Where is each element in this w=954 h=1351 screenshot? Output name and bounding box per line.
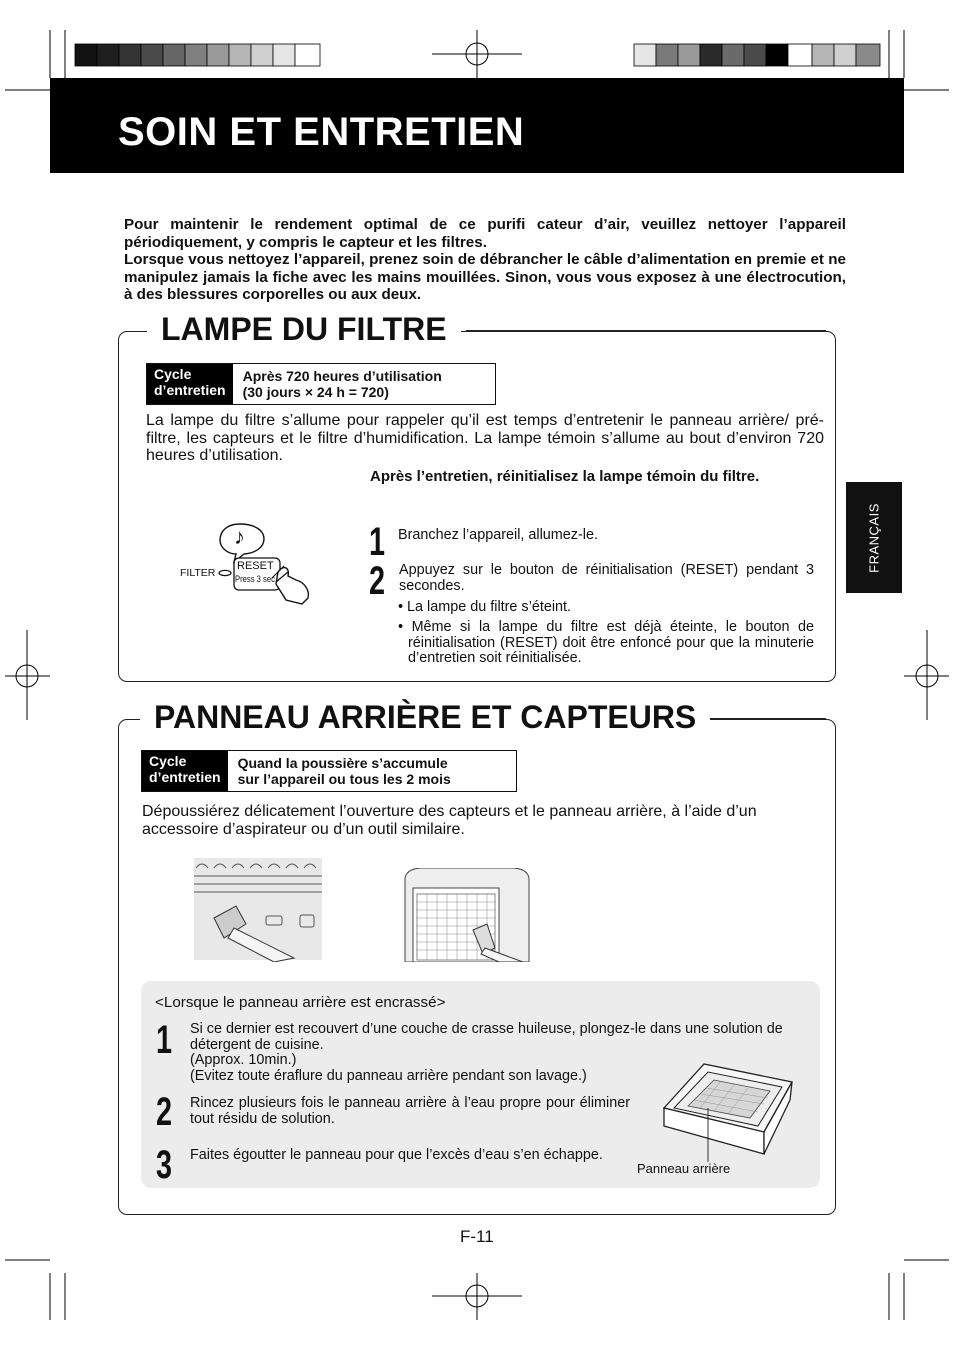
press-label: Press 3 sec. bbox=[235, 574, 278, 584]
cycle-value: Après 720 heures d’utilisation (30 jours × 24 h = 720) bbox=[242, 368, 442, 400]
sensor-vacuum-illustration bbox=[194, 858, 324, 962]
step-text: Branchez l’appareil, allumez-le. bbox=[398, 527, 598, 543]
reset-button-illustration bbox=[178, 520, 318, 610]
step-text: Rincez plusieurs fois le panneau arrière à l’eau propre pour éliminer tout résidu de solution. bbox=[190, 1095, 630, 1127]
bullet-item: • Même si la lampe du filtre est déjà éteinte, le bouton de réinitialisation (RESET) doit être enfoncé pour que la minuterie d’entretien soit réinitialisée. bbox=[398, 619, 814, 666]
bullet-item: • La lampe du filtre s’éteint. bbox=[398, 599, 572, 615]
step-number: 2 bbox=[156, 1090, 173, 1134]
language-tab bbox=[846, 482, 902, 593]
cycle-label: Cycle d’entretien bbox=[142, 751, 228, 791]
filter-lamp-description: La lampe du filtre s’allume pour rappeler qu’il est temps d’entretenir le panneau arrière/ pré-filtre, les capteurs et le filtre d’humidification. La lampe témoin s’allume au bout d’environ 720 heures d’utilisation. bbox=[146, 412, 824, 465]
step-text: Faites égoutter le panneau pour que l’excès d’eau s’en échappe. bbox=[190, 1147, 603, 1163]
section-rule bbox=[710, 718, 826, 720]
step-number: 1 bbox=[156, 1018, 173, 1062]
step-text: Appuyez sur le bouton de réinitialisation (RESET) pendant 3 secondes. bbox=[399, 562, 814, 594]
panel-caption: Panneau arrière bbox=[637, 1161, 731, 1176]
dirty-panel-heading: <Lorsque le panneau arrière est encrassé> bbox=[155, 994, 446, 1011]
section-title-back-panel: PANNEAU ARRIÈRE ET CAPTEURS bbox=[140, 699, 710, 736]
step-number: 3 bbox=[156, 1143, 173, 1187]
step-text: Si ce dernier est recouvert d’une couche de crasse huileuse, plongez-le dans une solution de détergent de cuisine. (Approx. 10min.) (Evitez toute éraflure du panneau arrière pendant son lavage.) bbox=[190, 1021, 783, 1084]
cycle-label: Cycle d’entretien bbox=[147, 364, 233, 404]
page-number: F-11 bbox=[460, 1227, 494, 1246]
page-title: SOIN ET ENTRETIEN bbox=[118, 110, 525, 154]
reset-label: RESET bbox=[237, 560, 274, 572]
back-panel-vacuum-illustration bbox=[403, 868, 531, 962]
title-bar bbox=[50, 78, 904, 173]
cycle-value: Quand la poussière s’accumule sur l’appareil ou tous les 2 mois bbox=[237, 755, 451, 787]
maintenance-cycle-table bbox=[146, 363, 496, 405]
back-panel-description: Dépoussiérez délicatement l’ouverture des capteurs et le panneau arrière, à l’aide d’un accessoire d’aspirateur ou d’un outil similaire. bbox=[142, 803, 757, 838]
intro-warning bbox=[124, 216, 846, 304]
reset-heading: Après l’entretien, réinitialisez la lampe témoin du filtre. bbox=[370, 468, 760, 485]
intro-paragraph-1: Pour maintenir le rendement optimal de ce purifi cateur d’air, veuillez nettoyer l’appareil périodiquement, y compris le capteur et les filtres. bbox=[124, 216, 846, 251]
step-number: 2 bbox=[369, 559, 386, 603]
section-title-filter-lamp: LAMPE DU FILTRE bbox=[147, 311, 461, 348]
note-icon: ♪ bbox=[234, 524, 245, 549]
maintenance-cycle-table bbox=[141, 750, 517, 792]
step-number: 1 bbox=[369, 520, 386, 564]
section-rule bbox=[466, 330, 826, 332]
intro-paragraph-2: Lorsque vous nettoyez l’appareil, prenez soin de débrancher le câble d’alimentation en premie et ne manipulez jamais la fiche avec les mains mouillées. Sinon, vous vous exposez à une électrocution, à des blessures corporelles ou aux deux. bbox=[124, 251, 846, 304]
washing-basin-illustration bbox=[660, 1058, 800, 1168]
language-tab-label: FRANÇAIS bbox=[866, 502, 882, 573]
filter-label: FILTER bbox=[180, 567, 216, 579]
